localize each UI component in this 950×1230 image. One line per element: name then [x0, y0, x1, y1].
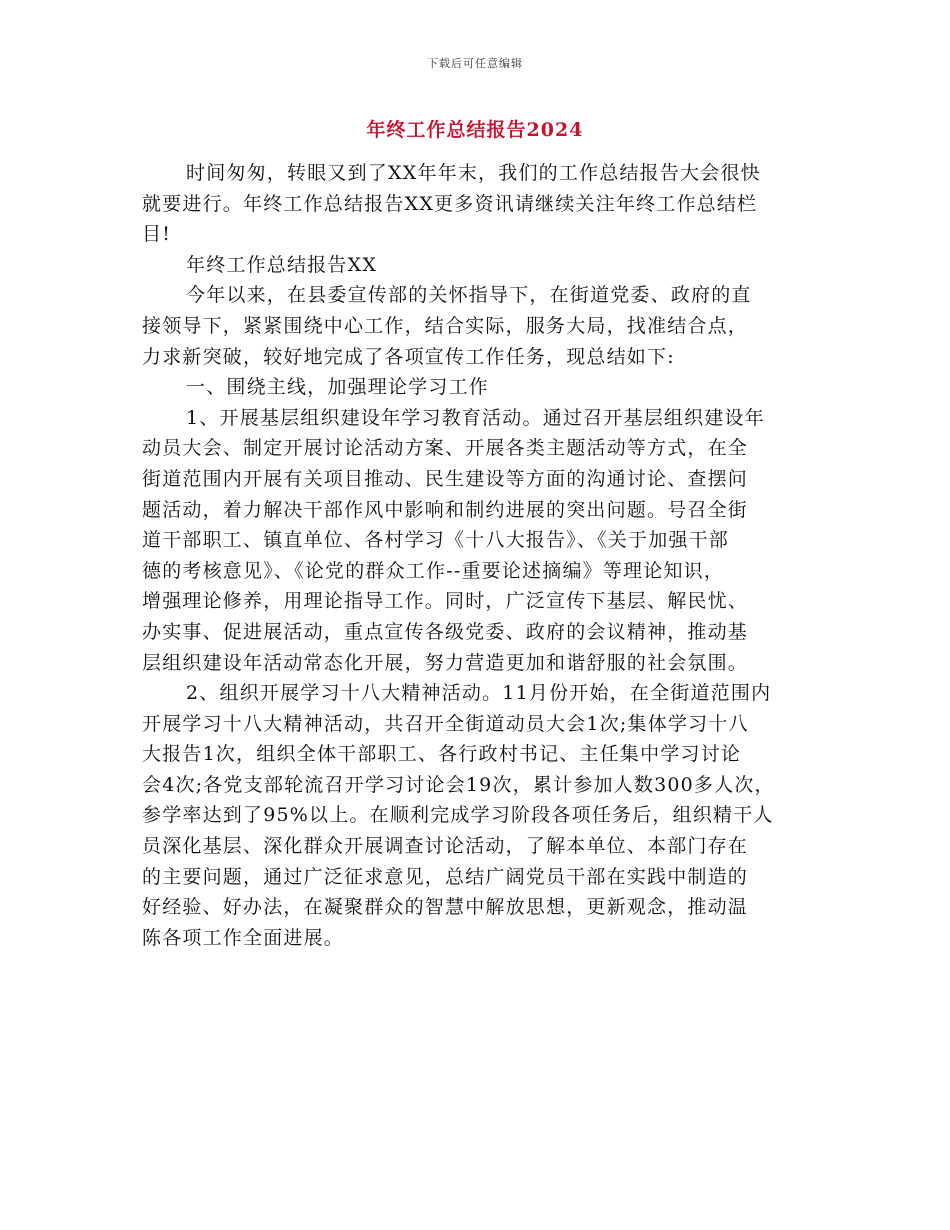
body-line: 题活动，着力解决干部作风中影响和制约进展的突出问题。号召全街 [142, 498, 749, 521]
body-line: 的主要问题，通过广泛征求意见，总结广阔党员干部在实践中制造的 [142, 865, 749, 888]
body-line: 会4次;各党支部轮流召开学习讨论会19次，累计参加人数300多人次， [142, 773, 775, 796]
body-line: 道干部职工、镇直单位、各村学习《十八大报告》、《关于加强干部 [142, 529, 730, 552]
body-line: 就要进行。年终工作总结报告XX更多资讯请继续关注年终工作总结栏 [142, 192, 758, 215]
body-line: 年终工作总结报告XX [186, 253, 378, 276]
body-line: 参学率达到了95%以上。在顺利完成学习阶段各项任务后，组织精干人 [142, 804, 774, 827]
body-line: 办实事、促进展活动，重点宣传各级党委、政府的会议精神，推动基 [142, 620, 749, 643]
body-line: 员深化基层、深化群众开展调查讨论活动，了解本单位、本部门存在 [142, 835, 749, 858]
body-line: 街道范围内开展有关项目推动、民生建设等方面的沟通讨论、查摆问 [142, 467, 749, 490]
body-line: 力求新突破，较好地完成了各项宣传工作任务，现总结如下: [142, 345, 675, 368]
body-line: 目! [142, 223, 172, 246]
body-line: 1、开展基层组织建设年学习教育活动。通过召开基层组织建设年 [186, 406, 765, 429]
header-note: 下载后可任意编辑 [427, 57, 523, 70]
section-heading: 一、围绕主线，加强理论学习工作 [186, 376, 490, 399]
body-line: 陈各项工作全面进展。 [142, 926, 345, 949]
body-line: 接领导下，紧紧围绕中心工作，结合实际，服务大局，找准结合点， [142, 314, 749, 337]
body-line: 时间匆匆，转眼又到了XX年年末，我们的工作总结报告大会很快 [186, 162, 761, 184]
body-line: 动员大会、制定开展讨论活动方案、开展各类主题活动等方式，在全 [142, 437, 749, 460]
body-line: 开展学习十八大精神活动，共召开全街道动员大会1次;集体学习十八 [142, 712, 749, 735]
body-line: 德的考核意见》、《论党的群众工作--重要论述摘编》等理论知识， [142, 559, 725, 582]
body-line: 好经验、好办法，在凝聚群众的智慧中解放思想，更新观念，推动温 [142, 896, 749, 919]
body-line: 大报告1次，组织全体干部职工、各行政村书记、主任集中学习讨论 [142, 743, 742, 766]
body-line: 2、组织开展学习十八大精神活动。11月份开始，在全街道范围内 [186, 682, 772, 705]
document-title: 年终工作总结报告2024 [366, 119, 584, 141]
body-line: 层组织建设年活动常态化开展，努力营造更加和谐舒服的社会氛围。 [142, 651, 749, 674]
body-line: 今年以来，在县委宣传部的关怀指导下，在街道党委、政府的直 [186, 284, 752, 307]
document-body [142, 158, 807, 953]
body-line: 增强理论修养，用理论指导工作。同时，广泛宣传下基层、解民忧、 [142, 590, 749, 613]
